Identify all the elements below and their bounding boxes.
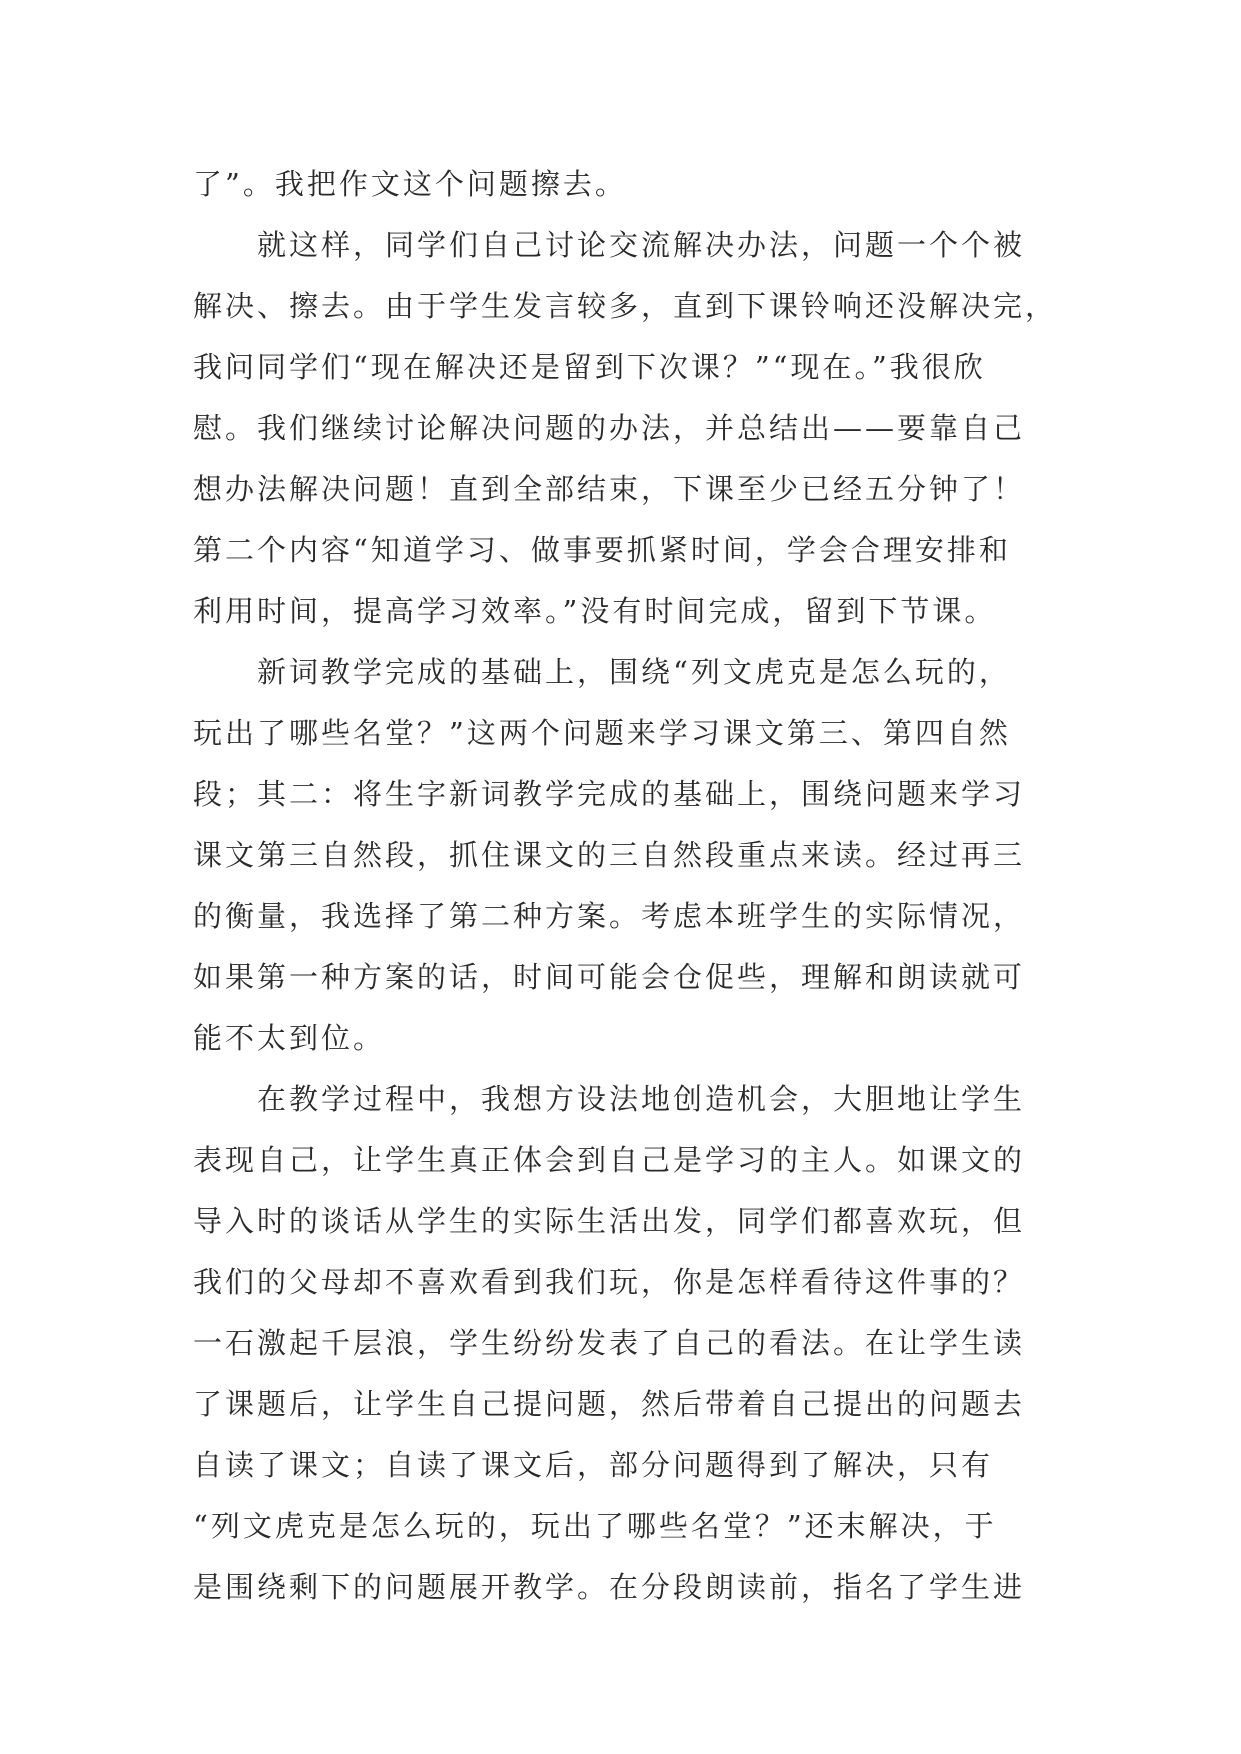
text-line: 段；其二：将生字新词教学完成的基础上，围绕问题来学习	[193, 777, 1026, 811]
text-line: 在教学过程中，我想方设法地创造机会，大胆地让学生	[257, 1082, 1026, 1116]
paragraph	[193, 215, 1073, 642]
text-line: 玩出了哪些名堂？”这两个问题来学习课文第三、第四自然	[193, 716, 1011, 750]
text-line: 自读了课文；自读了课文后，部分问题得到了解决，只有	[193, 1448, 994, 1482]
paragraph	[193, 1069, 1073, 1618]
paragraph	[193, 642, 1073, 1069]
text-line: 慰。我们继续讨论解决问题的办法，并总结出——要靠自己	[193, 411, 1026, 445]
text-line: 了课题后，让学生自己提问题，然后带着自己提出的问题去	[193, 1387, 1026, 1421]
text-line: 导入时的谈话从学生的实际生活出发，同学们都喜欢玩，但	[193, 1204, 1026, 1238]
text-line: 我问同学们“现在解决还是留到下次课？”“现在。”我很欣	[193, 350, 986, 384]
text-line: “列文虎克是怎么玩的，玩出了哪些名堂？”还末解决，于	[193, 1509, 997, 1543]
text-line: 想办法解决问题！直到全部结束，下课至少已经五分钟了！	[193, 472, 1026, 506]
text-line: 利用时间，提高学习效率。”没有时间完成，留到下节课。	[193, 594, 997, 628]
text-line: 是围绕剩下的问题展开教学。在分段朗读前，指名了学生进	[193, 1570, 1026, 1604]
text-line: 新词教学完成的基础上，围绕“列文虎克是怎么玩的，	[257, 655, 1011, 689]
text-line: 解决、擦去。由于学生发言较多，直到下课铃响还没解决完，	[193, 289, 1058, 323]
text-line: 我们的父母却不喜欢看到我们玩，你是怎样看待这件事的？	[193, 1265, 1026, 1299]
text-line: 了”。我把作文这个问题擦去。	[193, 167, 627, 201]
text-line: 如果第一种方案的话，时间可能会仓促些，理解和朗读就可	[193, 960, 1026, 994]
document-body	[193, 154, 1073, 1618]
text-line: 表现自己，让学生真正体会到自己是学习的主人。如课文的	[193, 1143, 1026, 1177]
text-line: 的衡量，我选择了第二种方案。考虑本班学生的实际情况，	[193, 899, 1026, 933]
text-line: 能不太到位。	[193, 1021, 386, 1055]
text-line: 就这样，同学们自己讨论交流解决办法，问题一个个被	[257, 228, 1026, 262]
text-line: 一石激起千层浪，学生纷纷发表了自己的看法。在让学生读	[193, 1326, 1026, 1360]
text-line: 第二个内容“知道学习、做事要抓紧时间，学会合理安排和	[193, 533, 1011, 567]
text-line: 课文第三自然段，抓住课文的三自然段重点来读。经过再三	[193, 838, 1026, 872]
paragraph	[193, 154, 1073, 215]
